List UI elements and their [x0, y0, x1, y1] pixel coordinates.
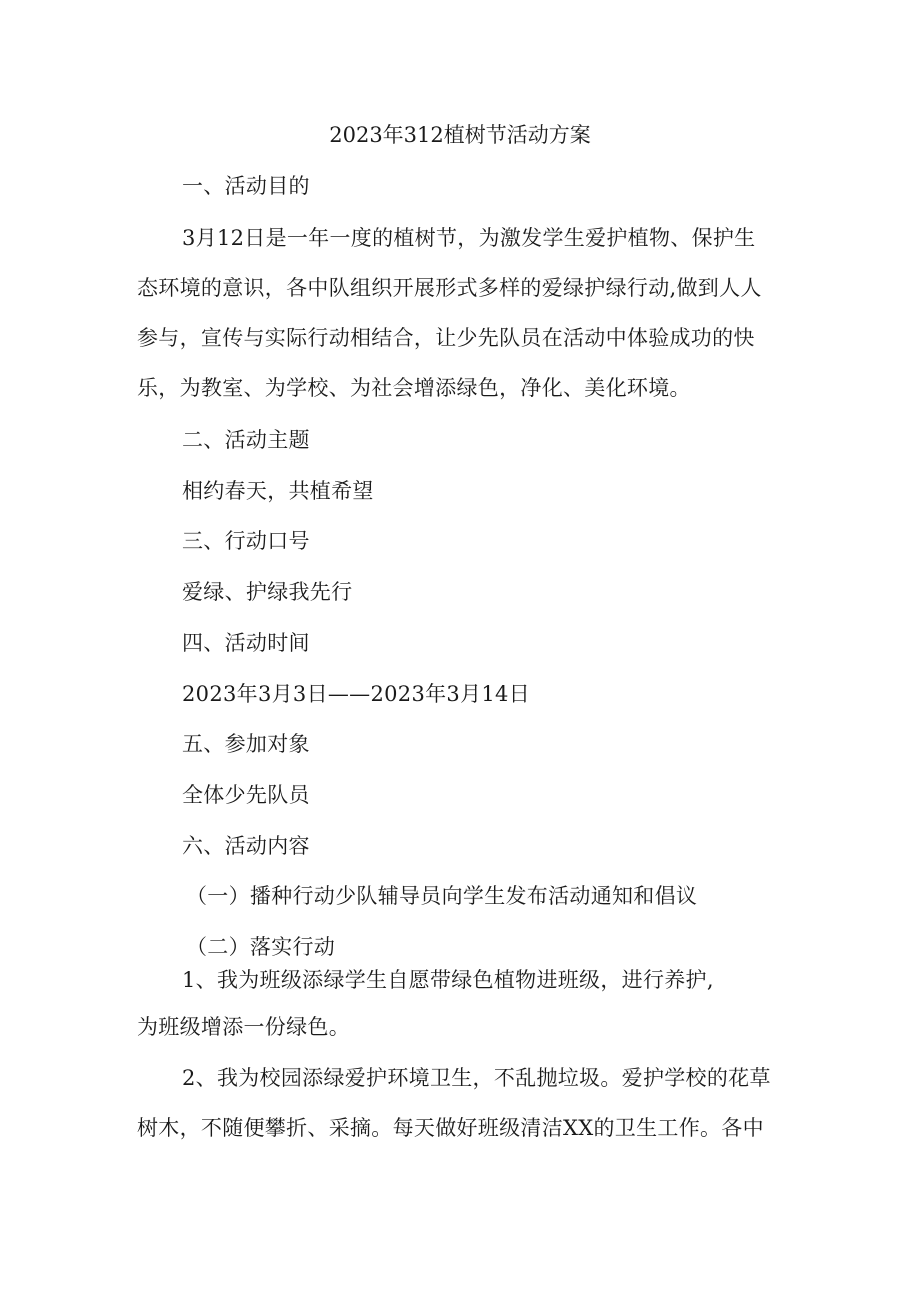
section-heading-content: 六、活动内容 [182, 834, 310, 858]
paragraph-line: 爱绿、护绿我先行 [182, 580, 353, 604]
paragraph-line: 1、我为班级添绿学生自愿带绿色植物进班级，进行养护, [182, 968, 714, 992]
paragraph-line: 2023年3月3日——2023年3月14日 [182, 682, 530, 706]
section-heading-purpose: 一、活动目的 [182, 174, 310, 198]
paragraph-line: 2、我为校园添绿爱护环境卫生，不乱抛垃圾。爱护学校的花草 [182, 1066, 771, 1090]
paragraph-line: 3月12日是一年一度的植树节，为激发学生爱护植物、保护生 [182, 226, 756, 250]
section-heading-slogan: 三、行动口号 [182, 529, 310, 553]
subsection-line: （二）落实行动 [186, 935, 336, 959]
paragraph-line: 态环境的意识，各中队组织开展形式多样的爱绿护绿行动,做到人人 [137, 276, 762, 300]
section-heading-time: 四、活动时间 [182, 631, 310, 655]
paragraph-line: 参与，宣传与实际行动相结合，让少先队员在活动中体验成功的快 [137, 326, 755, 350]
section-heading-theme: 二、活动主题 [182, 428, 310, 452]
paragraph-line: 树木，不随便攀折、采摘。每天做好班级清洁XX的卫生工作。各中 [137, 1116, 764, 1140]
section-heading-participants: 五、参加对象 [182, 732, 310, 756]
paragraph-line: 为班级增添一份绿色。 [137, 1015, 350, 1039]
paragraph-line: 全体少先队员 [182, 783, 310, 807]
paragraph-line: 乐，为教室、为学校、为社会增添绿色，净化、美化环境。 [137, 376, 691, 400]
subsection-line: （一）播种行动少队辅导员向学生发布活动通知和倡议 [186, 884, 698, 908]
paragraph-line: 相约春天，共植希望 [182, 479, 374, 503]
document-title: 2023年312植树节活动方案 [329, 123, 591, 147]
